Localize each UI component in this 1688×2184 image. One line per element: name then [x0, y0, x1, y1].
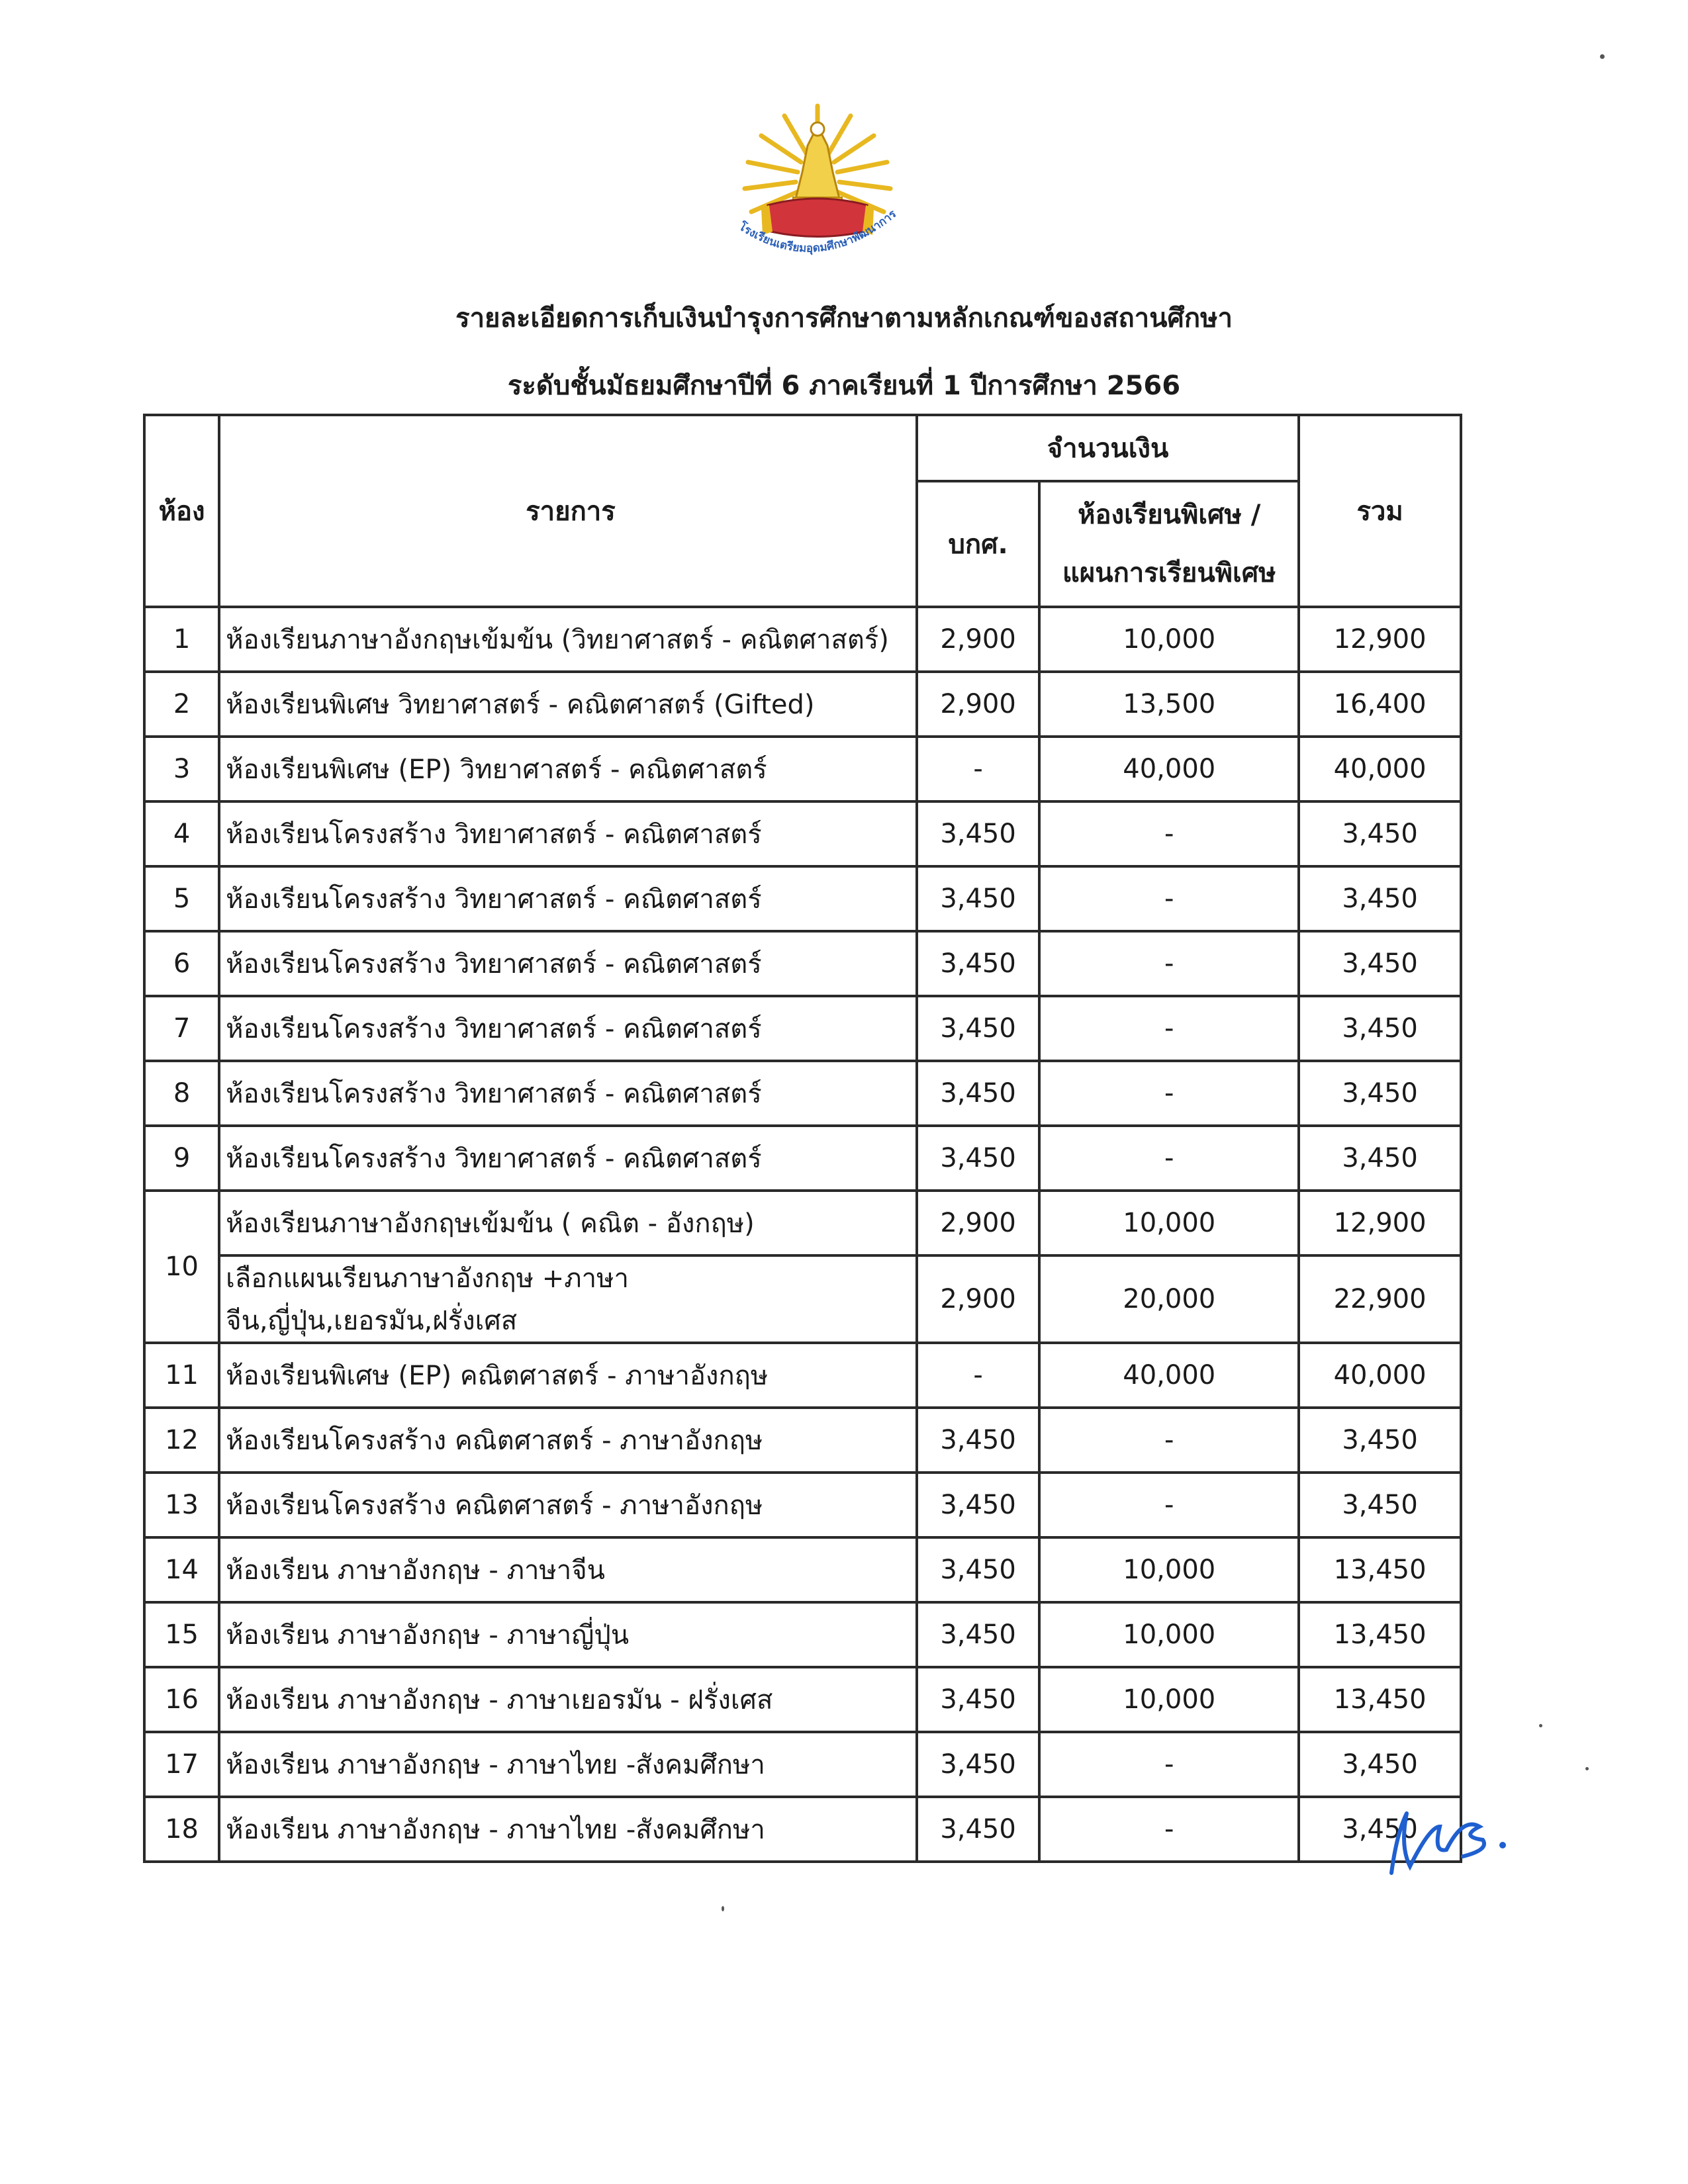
- cell-item: ห้องเรียนพิเศษ (EP) วิทยาศาสตร์ - คณิตศาสตร์: [219, 737, 917, 801]
- cell-room: 3: [144, 737, 219, 801]
- cell-bks: 3,450: [917, 801, 1040, 866]
- header-room: ห้อง: [144, 415, 219, 607]
- cell-special: -: [1039, 1797, 1299, 1862]
- cell-item: ห้องเรียน ภาษาอังกฤษ - ภาษาญี่ปุ่น: [219, 1602, 917, 1667]
- cell-special: 20,000: [1039, 1255, 1299, 1343]
- cell-bks: -: [917, 737, 1040, 801]
- table-row: [144, 672, 1461, 737]
- cell-total: 3,450: [1299, 1408, 1461, 1473]
- scan-speck: [722, 1906, 724, 1911]
- table-row: [144, 1343, 1461, 1408]
- cell-special: 10,000: [1039, 1667, 1299, 1732]
- cell-total: 3,450: [1299, 1061, 1461, 1126]
- scan-speck: [1539, 1724, 1542, 1727]
- cell-special: 10,000: [1039, 1602, 1299, 1667]
- cell-bks: 3,450: [917, 1537, 1040, 1602]
- cell-special: -: [1039, 1732, 1299, 1797]
- cell-bks: 3,450: [917, 866, 1040, 931]
- cell-total: 40,000: [1299, 1343, 1461, 1408]
- cell-special: 40,000: [1039, 737, 1299, 801]
- cell-bks: 3,450: [917, 1061, 1040, 1126]
- cell-total: 3,450: [1299, 996, 1461, 1061]
- table-row: [144, 607, 1461, 672]
- cell-item: ห้องเรียนโครงสร้าง วิทยาศาสตร์ - คณิตศาสตร์: [219, 1061, 917, 1126]
- cell-total: 22,900: [1299, 1255, 1461, 1343]
- scan-speck: [1585, 1767, 1589, 1770]
- header-item: รายการ: [219, 415, 917, 607]
- cell-room: 10: [144, 1191, 219, 1343]
- scan-speck: [1600, 54, 1605, 59]
- table-header-row: [144, 415, 1461, 481]
- cell-room: 6: [144, 931, 219, 996]
- cell-total: 3,450: [1299, 1473, 1461, 1537]
- cell-room: 18: [144, 1797, 219, 1862]
- cell-total: 3,450: [1299, 931, 1461, 996]
- header-amount: จำนวนเงิน: [917, 415, 1299, 481]
- cell-bks: 2,900: [917, 672, 1040, 737]
- header-special-line1: ห้องเรียนพิเศษ /: [1078, 500, 1261, 530]
- table-row: [144, 866, 1461, 931]
- cell-item: ห้องเรียนโครงสร้าง วิทยาศาสตร์ - คณิตศาสตร์: [219, 996, 917, 1061]
- table-row: [144, 1061, 1461, 1126]
- cell-special: -: [1039, 1061, 1299, 1126]
- cell-item: ห้องเรียนพิเศษ (EP) คณิตศาสตร์ - ภาษาอังกฤษ: [219, 1343, 917, 1408]
- table-row: [144, 1732, 1461, 1797]
- table-row: [144, 996, 1461, 1061]
- cell-total: 3,450: [1299, 801, 1461, 866]
- cell-room: 8: [144, 1061, 219, 1126]
- table-row: [144, 1191, 1461, 1255]
- cell-special: -: [1039, 866, 1299, 931]
- cell-total: 12,900: [1299, 1191, 1461, 1255]
- page-subtitle: ระดับชั้นมัธยมศึกษาปีที่ 6 ภาคเรียนที่ 1 ปีการศึกษา 2566: [507, 371, 1181, 401]
- cell-room: 4: [144, 801, 219, 866]
- signature: [1383, 1787, 1523, 1886]
- page-title: รายละเอียดการเก็บเงินบำรุงการศึกษาตามหลักเกณฑ์ของสถานศึกษา: [455, 303, 1233, 334]
- table-row: [144, 1537, 1461, 1602]
- cell-item: ห้องเรียนโครงสร้าง วิทยาศาสตร์ - คณิตศาสตร์: [219, 1126, 917, 1191]
- cell-special: 10,000: [1039, 1191, 1299, 1255]
- cell-room: 1: [144, 607, 219, 672]
- cell-item: ห้องเรียน ภาษาอังกฤษ - ภาษาไทย -สังคมศึกษา: [219, 1732, 917, 1797]
- table-row: [144, 1667, 1461, 1732]
- cell-bks: 3,450: [917, 1732, 1040, 1797]
- cell-bks: 3,450: [917, 996, 1040, 1061]
- school-logo: [722, 99, 914, 271]
- cell-room: 17: [144, 1732, 219, 1797]
- cell-room: 13: [144, 1473, 219, 1537]
- cell-room: 9: [144, 1126, 219, 1191]
- cell-bks: 2,900: [917, 1191, 1040, 1255]
- header-bks: บกศ.: [917, 481, 1040, 607]
- table-row: [144, 1797, 1461, 1862]
- cell-item: ห้องเรียนโครงสร้าง คณิตศาสตร์ - ภาษาอังกฤษ: [219, 1473, 917, 1537]
- table-row: [144, 931, 1461, 996]
- cell-total: 3,450: [1299, 1732, 1461, 1797]
- cell-room: 14: [144, 1537, 219, 1602]
- cell-item: ห้องเรียนโครงสร้าง คณิตศาสตร์ - ภาษาอังกฤษ: [219, 1408, 917, 1473]
- cell-item: ห้องเรียน ภาษาอังกฤษ - ภาษาไทย -สังคมศึกษา: [219, 1797, 917, 1862]
- cell-total: 13,450: [1299, 1602, 1461, 1667]
- cell-room: 12: [144, 1408, 219, 1473]
- cell-bks: 2,900: [917, 1255, 1040, 1343]
- cell-total: 40,000: [1299, 737, 1461, 801]
- cell-total: 16,400: [1299, 672, 1461, 737]
- cell-total: 3,450: [1299, 866, 1461, 931]
- cell-item: ห้องเรียนโครงสร้าง วิทยาศาสตร์ - คณิตศาสตร์: [219, 931, 917, 996]
- cell-item: เลือกแผนเรียนภาษาอังกฤษ +ภาษาจีน,ญี่ปุ่น,เยอรมัน,ฝรั่งเศส: [219, 1255, 917, 1343]
- cell-bks: 3,450: [917, 931, 1040, 996]
- cell-bks: 3,450: [917, 1797, 1040, 1862]
- cell-bks: 3,450: [917, 1602, 1040, 1667]
- table-row: [144, 737, 1461, 801]
- table-row: [144, 1473, 1461, 1537]
- cell-total: 12,900: [1299, 607, 1461, 672]
- cell-bks: 3,450: [917, 1408, 1040, 1473]
- header-special: [1039, 481, 1299, 607]
- cell-special: 10,000: [1039, 1537, 1299, 1602]
- cell-special: -: [1039, 996, 1299, 1061]
- cell-total: 3,450: [1299, 1126, 1461, 1191]
- table-row: [144, 1126, 1461, 1191]
- cell-bks: -: [917, 1343, 1040, 1408]
- cell-room: 11: [144, 1343, 219, 1408]
- cell-item: ห้องเรียนโครงสร้าง วิทยาศาสตร์ - คณิตศาสตร์: [219, 801, 917, 866]
- header-special-line2: แผนการเรียนพิเศษ: [1062, 558, 1276, 588]
- cell-bks: 3,450: [917, 1667, 1040, 1732]
- cell-item: ห้องเรียนโครงสร้าง วิทยาศาสตร์ - คณิตศาสตร์: [219, 866, 917, 931]
- cell-special: -: [1039, 931, 1299, 996]
- cell-special: -: [1039, 801, 1299, 866]
- cell-room: 2: [144, 672, 219, 737]
- cell-item: ห้องเรียนภาษาอังกฤษเข้มข้น (วิทยาศาสตร์ - คณิตศาสตร์): [219, 607, 917, 672]
- cell-item: ห้องเรียนภาษาอังกฤษเข้มข้น ( คณิต - อังกฤษ): [219, 1191, 917, 1255]
- school-emblem-icon: [722, 99, 914, 271]
- cell-bks: 3,450: [917, 1126, 1040, 1191]
- table-row: [144, 1408, 1461, 1473]
- table-row: [144, 1602, 1461, 1667]
- fee-table: [143, 414, 1462, 1863]
- cell-special: -: [1039, 1126, 1299, 1191]
- cell-bks: 3,450: [917, 1473, 1040, 1537]
- cell-room: 5: [144, 866, 219, 931]
- cell-room: 15: [144, 1602, 219, 1667]
- cell-special: 40,000: [1039, 1343, 1299, 1408]
- cell-room: 16: [144, 1667, 219, 1732]
- cell-special: -: [1039, 1473, 1299, 1537]
- cell-total: 13,450: [1299, 1667, 1461, 1732]
- table-row: [144, 1255, 1461, 1343]
- cell-special: 10,000: [1039, 607, 1299, 672]
- cell-item: ห้องเรียน ภาษาอังกฤษ - ภาษาเยอรมัน - ฝรั่งเศส: [219, 1667, 917, 1732]
- logo-text: โรงเรียนเตรียมอุดมศึกษาพัฒนาการ: [736, 207, 900, 255]
- cell-item: ห้องเรียน ภาษาอังกฤษ - ภาษาจีน: [219, 1537, 917, 1602]
- cell-bks: 2,900: [917, 607, 1040, 672]
- cell-item: ห้องเรียนพิเศษ วิทยาศาสตร์ - คณิตศาสตร์ (Gifted): [219, 672, 917, 737]
- table-row: [144, 801, 1461, 866]
- cell-room: 7: [144, 996, 219, 1061]
- cell-total: 13,450: [1299, 1537, 1461, 1602]
- cell-special: -: [1039, 1408, 1299, 1473]
- cell-special: 13,500: [1039, 672, 1299, 737]
- cell-total: 3,450: [1299, 1797, 1461, 1862]
- header-total: รวม: [1299, 415, 1461, 607]
